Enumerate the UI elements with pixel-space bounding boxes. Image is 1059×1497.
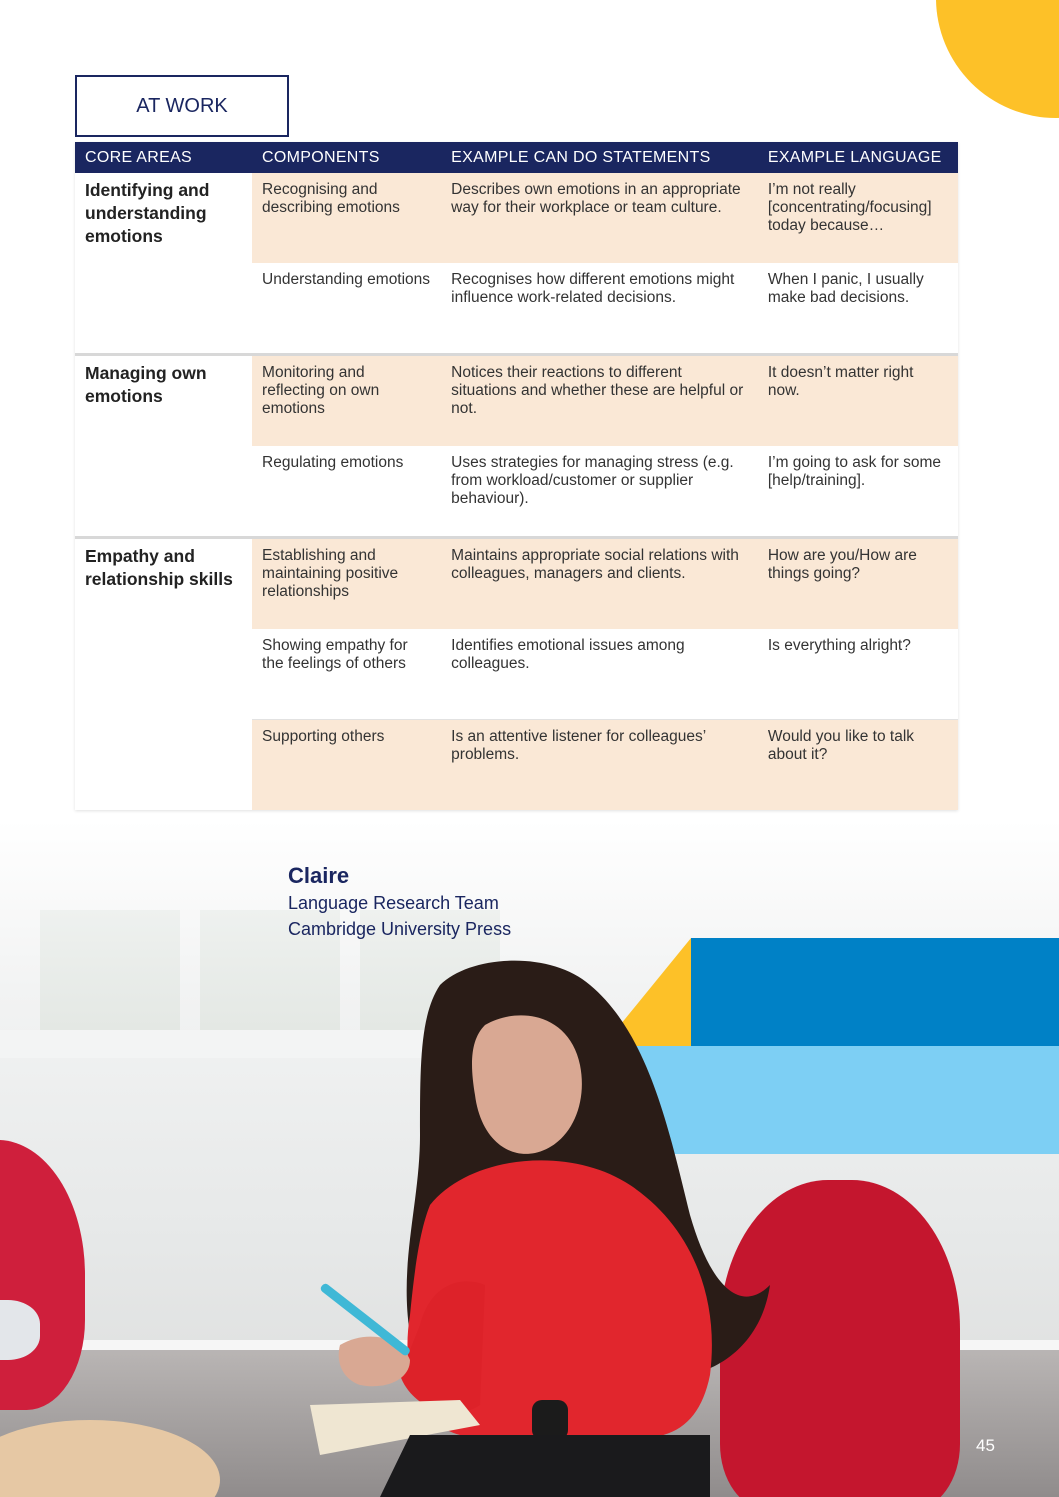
core-area-cell: Empathy and relationship skills	[75, 538, 252, 811]
statement-cell: Recognises how different emotions might influence work-related decisions.	[441, 263, 758, 355]
table-row	[75, 355, 958, 447]
language-cell: It doesn’t matter right now.	[758, 355, 958, 447]
section-tab-label: AT WORK	[136, 94, 228, 117]
core-area-cell: Managing own emotions	[75, 355, 252, 538]
section-tab-at-work	[75, 75, 289, 137]
statement-cell: Maintains appropriate social relations with colleagues, managers and clients.	[441, 538, 758, 630]
emotional-skills-table	[75, 142, 958, 810]
statement-cell: Is an attentive listener for colleagues’ problems.	[441, 720, 758, 811]
window-pane	[40, 910, 180, 1030]
dark-skirt	[380, 1435, 710, 1497]
statement-cell: Uses strategies for managing stress (e.g. from workload/customer or supplier behaviour).	[441, 446, 758, 538]
statement-cell: Identifies emotional issues among colleagues.	[441, 629, 758, 720]
language-cell: How are you/How are things going?	[758, 538, 958, 630]
language-cell: I’m going to ask for some [help/training].	[758, 446, 958, 538]
caption-organisation: Cambridge University Press	[288, 919, 512, 939]
component-cell: Monitoring and reflecting on own emotions	[252, 355, 441, 447]
table-header-row	[75, 142, 958, 173]
table-row	[75, 173, 958, 263]
language-cell: Would you like to talk about it?	[758, 720, 958, 811]
page-number: 45	[976, 1436, 995, 1455]
component-cell: Regulating emotions	[252, 446, 441, 538]
skills-table	[75, 142, 958, 810]
language-cell: When I panic, I usually make bad decisions.	[758, 263, 958, 355]
caption-team: Language Research Team	[288, 893, 499, 913]
component-cell: Supporting others	[252, 720, 441, 811]
header-components: COMPONENTS	[252, 142, 441, 173]
statement-cell: Describes own emotions in an appropriate way for their workplace or team culture.	[441, 173, 758, 263]
component-cell: Recognising and describing emotions	[252, 173, 441, 263]
statement-cell: Notices their reactions to different situations and whether these are helpful or not.	[441, 355, 758, 447]
photo-caption	[288, 862, 511, 942]
header-example-language: EXAMPLE LANGUAGE	[758, 142, 958, 173]
decorative-yellow-circle	[936, 0, 1059, 118]
header-core-areas: CORE AREAS	[75, 142, 252, 173]
red-armchair-left	[0, 1140, 85, 1410]
watch	[532, 1400, 568, 1440]
component-cell: Establishing and maintaining positive relationships	[252, 538, 441, 630]
woman-writing-illustration	[270, 955, 790, 1497]
caption-name: Claire	[288, 863, 350, 888]
header-can-do-statements: EXAMPLE CAN DO STATEMENTS	[441, 142, 758, 173]
table-row	[75, 538, 958, 630]
component-cell: Showing empathy for the feelings of others	[252, 629, 441, 720]
component-cell: Understanding emotions	[252, 263, 441, 355]
core-area-cell: Identifying and understanding emotions	[75, 173, 252, 355]
language-cell: Is everything alright?	[758, 629, 958, 720]
language-cell: I’m not really [concentrating/focusing] today because…	[758, 173, 958, 263]
